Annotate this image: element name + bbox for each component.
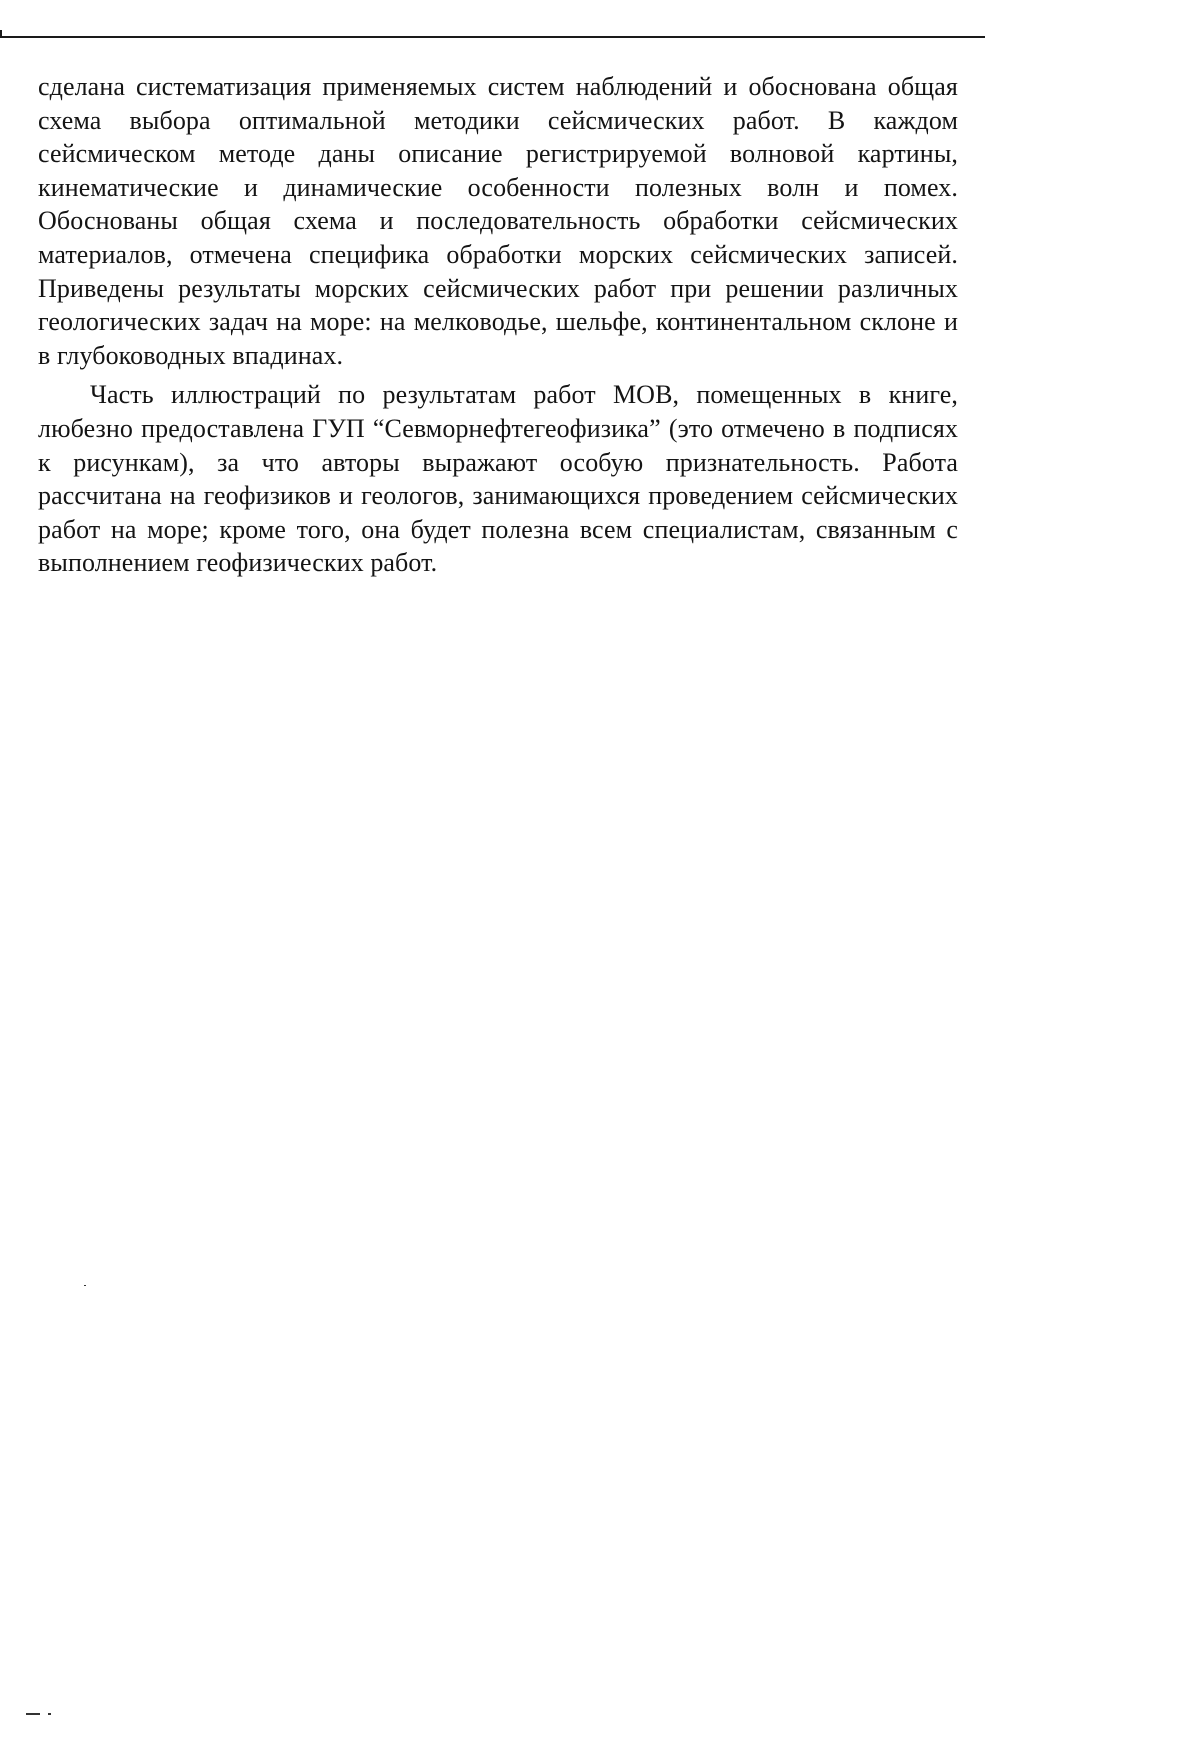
header-rule-edge	[0, 30, 8, 38]
scan-speck	[84, 1285, 86, 1286]
paragraph-1: сделана систематизация применяемых систем наблюдений и обоснована общая схема выбора оптимальной методики сейсмических работ. В каждом сейсмическом методе даны описание регистрируемой волновой картины, кинематические и динамические особенности полезных волн и помех. Обоснованы общая схема и последовательность обработки сейсмических материалов, отмечена специфика обработки морских сейсмических записей. Приведены результаты морских сейсмических работ при решении различных геологических задач на море: на мелководье, шельфе, континентальном склоне и в глубоководных впадинах.	[38, 72, 958, 370]
paragraph-2: Часть иллюстраций по результатам работ МОВ, помещенных в книге, любезно предоставлена ГУП “Севморнефтегеофизика” (это отмечено в подписях к рисункам), за что авторы выражают особую признательность. Работа рассчитана на геофизиков и геологов, занимающихся проведением сейсмических работ на море; кроме того, она будет полезна всем специалистам, связанным с выполнением геофизических работ.	[38, 380, 958, 578]
body-text	[38, 70, 958, 580]
scan-speck	[48, 1713, 51, 1715]
scan-speck	[26, 1713, 40, 1715]
header-rule	[0, 36, 985, 38]
